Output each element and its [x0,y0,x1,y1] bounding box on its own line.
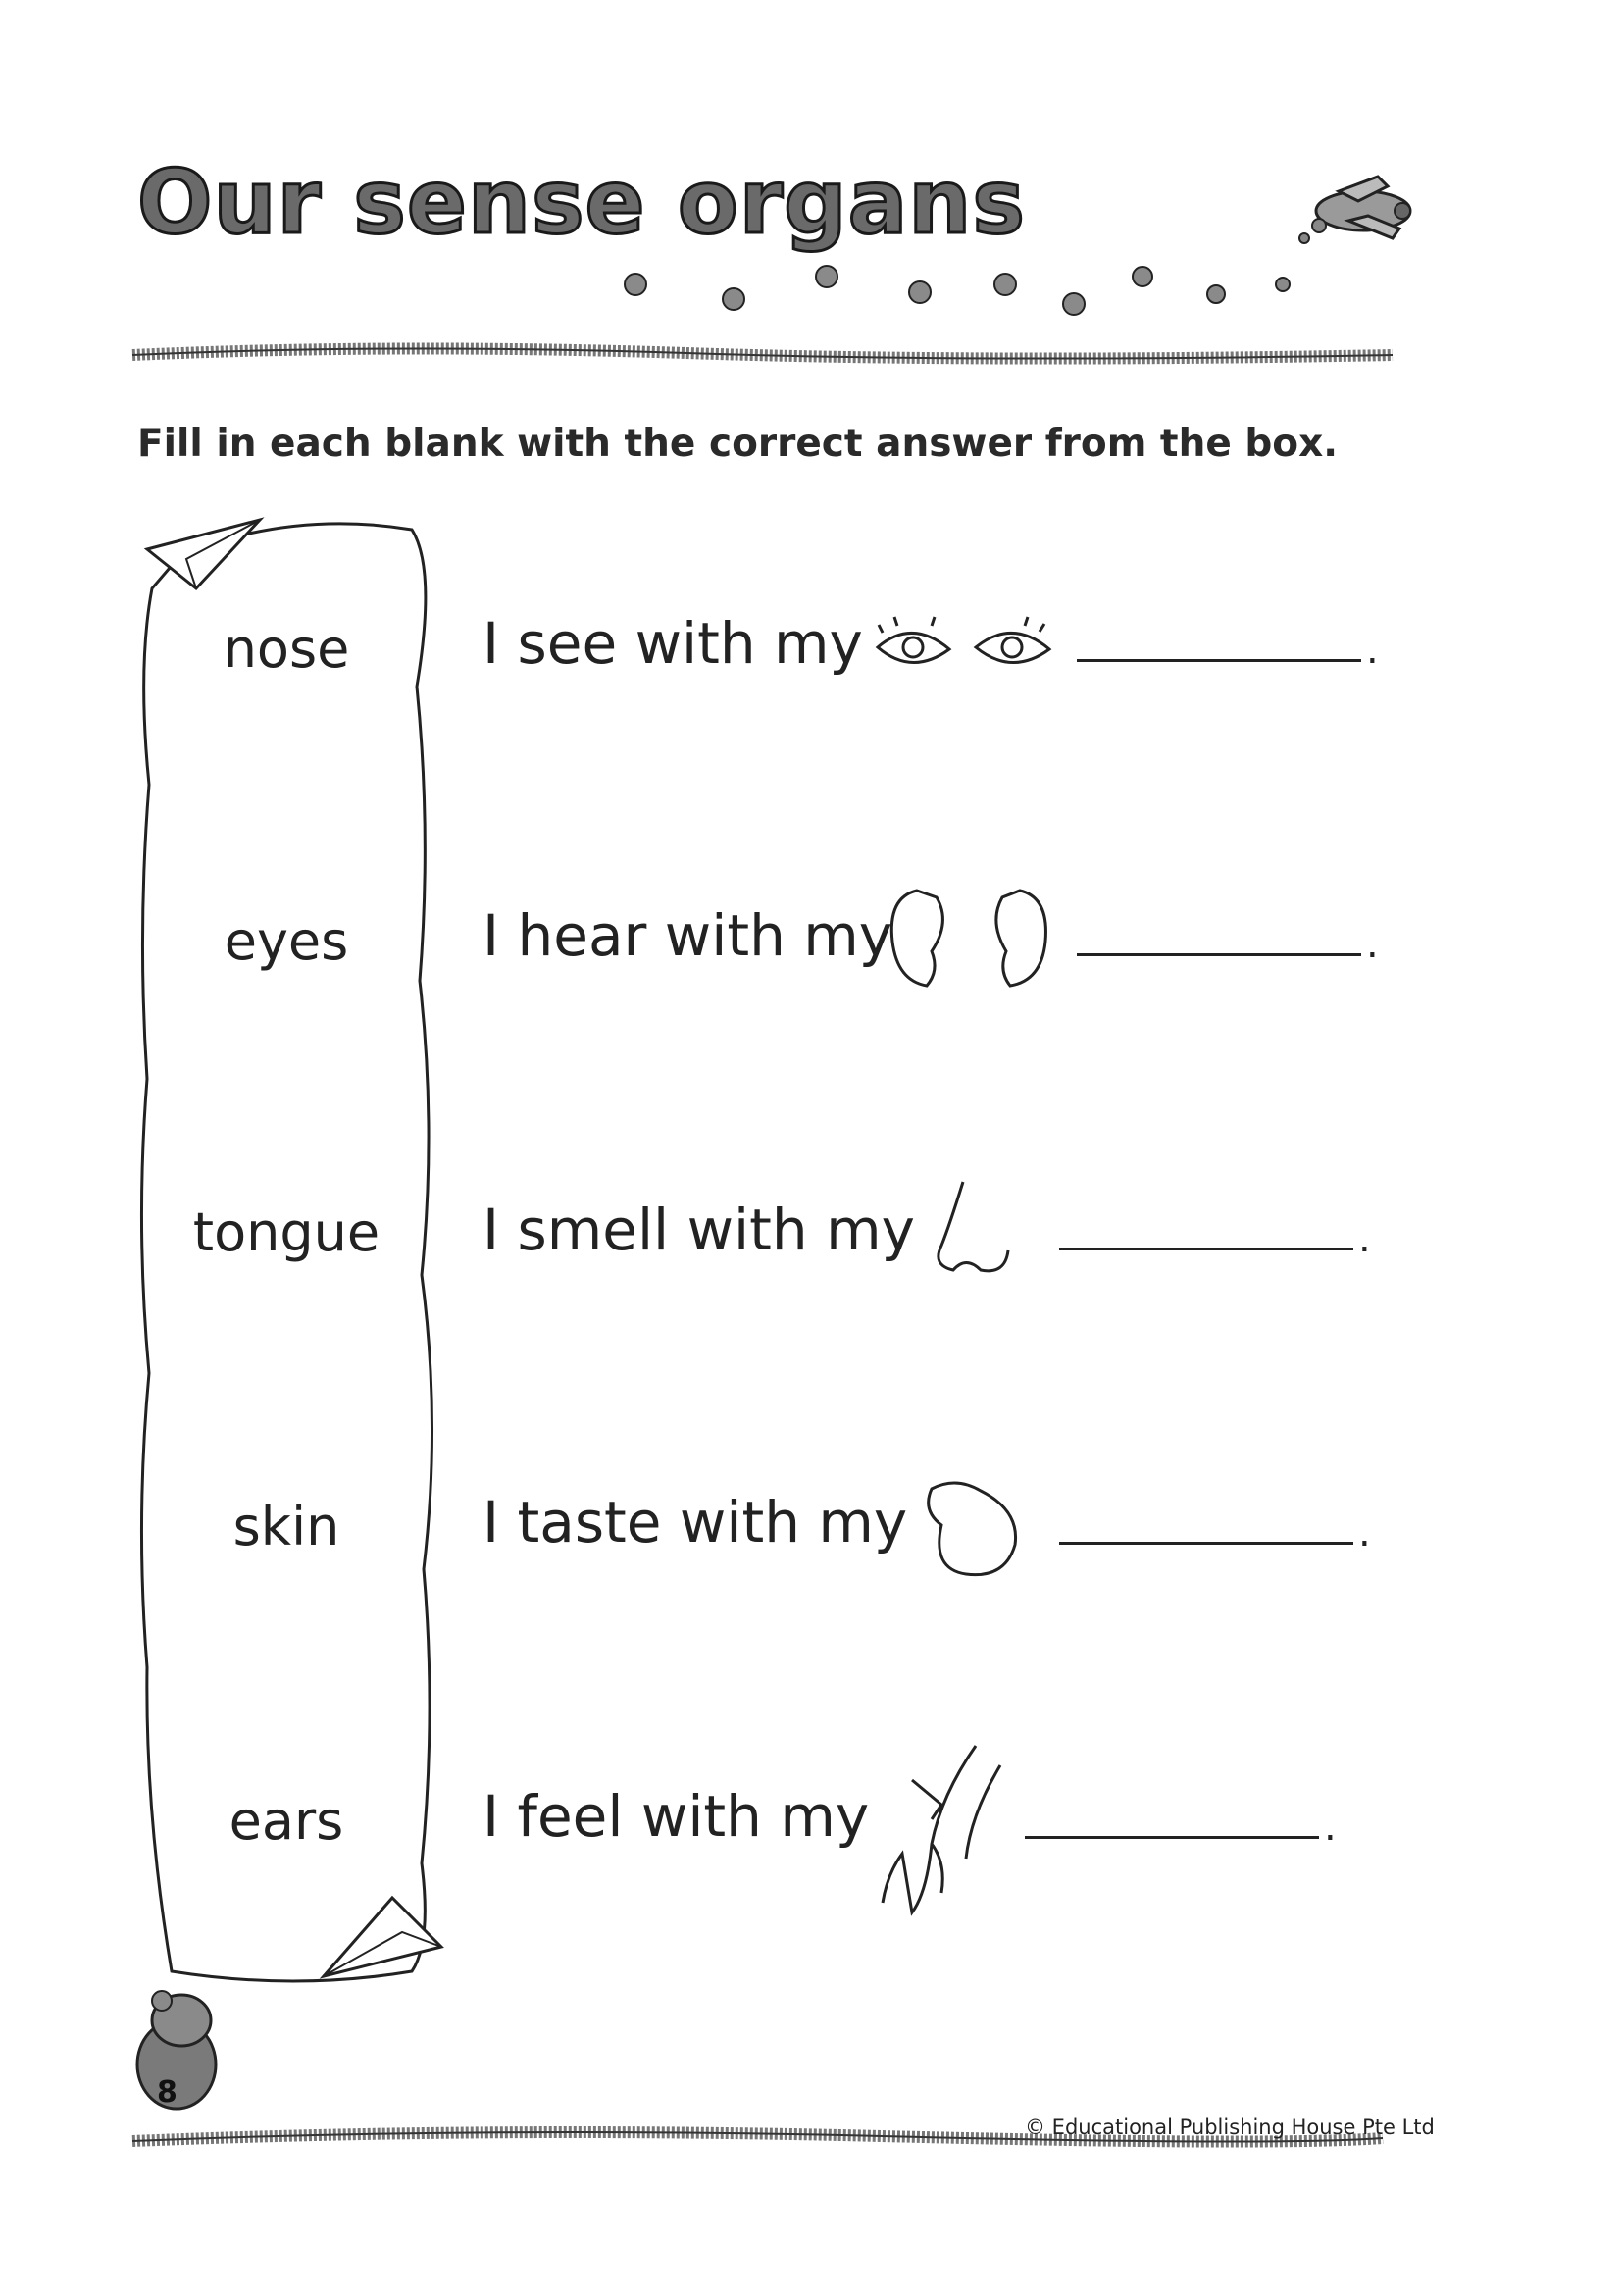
paper-plane-icon [147,520,260,588]
sentence-smell: I smell with my [482,1197,915,1263]
ears-icon [891,891,1045,986]
page-title: Our sense organs [137,151,1026,254]
word-option: skin [232,1496,340,1557]
eyes-icon [878,617,1049,663]
hand-icon [883,1746,1000,1912]
flower-trail [625,266,1290,315]
sentence-hear: I hear with my [482,902,893,969]
answer-blank[interactable] [1077,659,1361,662]
word-option: tongue [192,1201,381,1263]
answer-blank[interactable] [1059,1248,1353,1250]
instruction-text: Fill in each blank with the correct answer from the box. [137,422,1339,466]
page-number: 8 [157,2075,178,2110]
sentence-period: . [1324,1805,1337,1850]
airplane-icon [1299,177,1410,243]
tongue-icon [929,1483,1016,1575]
word-option: eyes [224,910,349,972]
sentence-taste: I taste with my [482,1489,908,1555]
copyright-text: © Educational Publishing House Pte Ltd [1025,2116,1435,2139]
answer-blank[interactable] [1077,953,1361,956]
sentence-see: I see with my [482,610,863,677]
sentence-period: . [1358,1216,1371,1261]
word-option: nose [223,618,350,680]
sentence-period: . [1366,628,1379,673]
answer-blank[interactable] [1025,1836,1319,1839]
nose-icon [939,1182,1008,1271]
sentence-period: . [1366,922,1379,967]
sentence-period: . [1358,1510,1371,1555]
word-option: ears [228,1790,344,1852]
answer-blank[interactable] [1059,1542,1353,1545]
sentence-feel: I feel with my [482,1783,870,1850]
